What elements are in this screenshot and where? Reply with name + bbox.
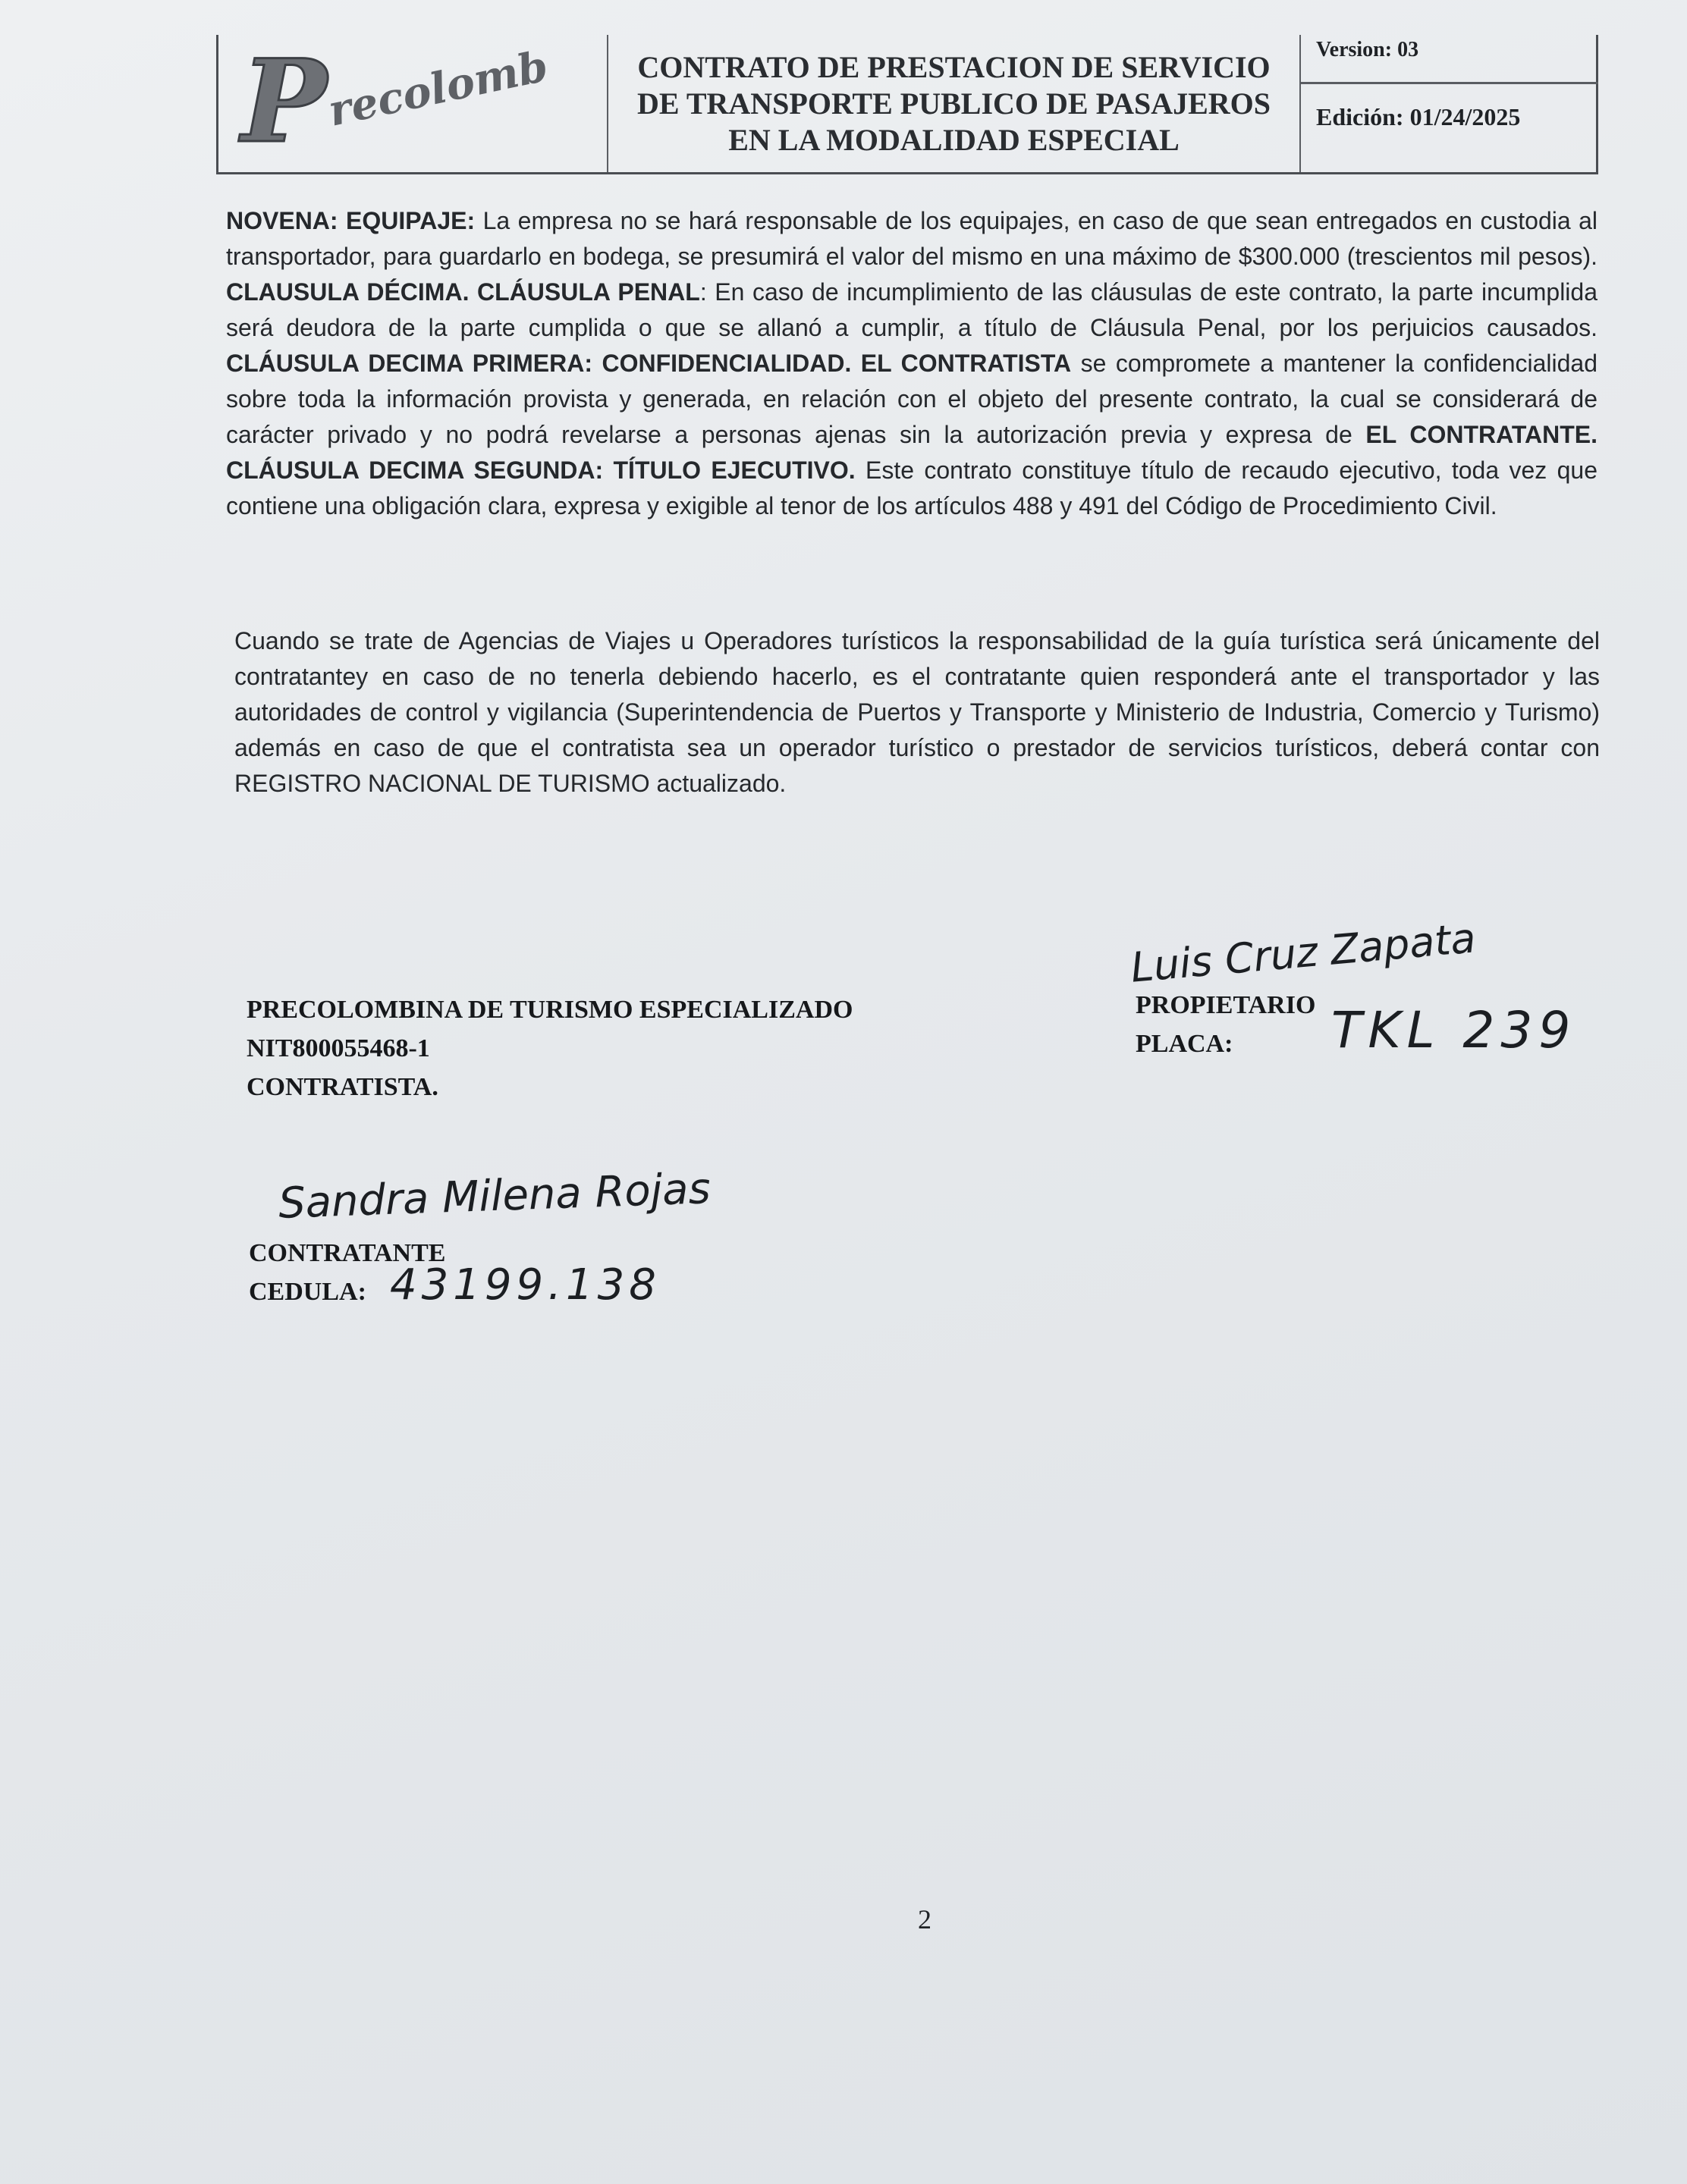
contratista-label: CONTRATISTA.: [247, 1073, 438, 1101]
tourism-paragraph: Cuando se trate de Agencias de Viajes u Operadores turísticos la responsabilidad de la guía turística será únicamente del contratantey en caso de no tenerla debiendo hacerlo, es el contratante quien responderá ante el transportador y las autoridades de control y vigilancia (Superintendencia de Puertos y Transporte y Ministerio de Industria, Comercio y Turismo) además en caso de que el contratista sea un operador turístico o prestador de servicios turísticos, deberá contar con REGISTRO NACIONAL DE TURISMO actualizado.: [234, 627, 1600, 797]
clause-text: La empresa no se hará responsable de los equipajes, en caso de que sean entregados en custodia al transportador, para guardarlo en bodega, se presumirá el valor del mismo en una máximo de $300.000 (trescientos mil pesos).: [226, 207, 1598, 270]
title-line: CONTRATO DE PRESTACION DE SERVICIO: [637, 49, 1271, 84]
propietario-label: PROPIETARIO: [1136, 991, 1316, 1019]
placa-value: TKL 239: [1331, 1001, 1577, 1059]
clause-heading: CLÁUSULA DECIMA PRIMERA: CONFIDENCIALIDAD. EL CONTRATISTA: [226, 350, 1072, 377]
contract-title: [608, 35, 1301, 172]
clauses-paragraph: [226, 203, 1597, 524]
contratista-block: [247, 990, 853, 1106]
clause-text: Este contrato constituye título de recaudo ejecutivo, toda vez que contiene una obligación clara, expresa y exigible al tenor de los artículos 488 y 491 del Código de Procedimiento Civil.: [226, 457, 1597, 519]
clause-text: se compromete a mantener la confidencialidad sobre toda la información provista y generada, en relación con el objeto del presente contrato, la cual se considerará de carácter privado y no podrá revelarse a personas ajenas sin la autorización previa y expresa de: [226, 350, 1598, 448]
contratante-label: CONTRATANTE: [249, 1239, 446, 1267]
precolombina-logo-icon: [218, 35, 605, 171]
document-meta: [1301, 35, 1598, 172]
svg-text:recolomb: recolomb: [324, 41, 553, 136]
company-logo: [218, 35, 608, 172]
document-header: [216, 35, 1598, 174]
company-nit: NIT800055468-1: [247, 1034, 430, 1062]
version-label: Version: 03: [1301, 35, 1598, 84]
placa-label: PLACA:: [1136, 1030, 1233, 1058]
cedula-label: CEDULA:: [249, 1278, 366, 1306]
clause-text: : En caso de incumplimiento de las cláusulas de este contrato, la parte incumplida será deudora de la parte cumplida o que se allanó a cumplir, a título de Cláusula Penal, por los perjuicios causados.: [226, 278, 1598, 341]
clause-heading: NOVENA: EQUIPAJE:: [226, 207, 483, 234]
clause-heading: CLAUSULA DÉCIMA. CLÁUSULA PENAL: [226, 278, 700, 306]
title-line: DE TRANSPORTE PUBLICO DE PASAJEROS: [636, 86, 1271, 121]
company-name: PRECOLOMBINA DE TURISMO ESPECIALIZADO: [247, 996, 853, 1024]
edition-date: Edición: 01/24/2025: [1316, 103, 1521, 130]
contratante-signature: Sandra Milena Rojas: [278, 1164, 712, 1228]
propietario-signature: Luis Cruz Zapata: [1129, 914, 1478, 992]
cedula-value: 43199.138: [390, 1260, 661, 1310]
clause-heading: EL CONTRATANTE. CLÁUSULA DECIMA SEGUNDA: TÍTULO EJECUTIVO.: [226, 421, 1598, 484]
svg-text:P: P: [241, 35, 327, 168]
page-number: 2: [918, 1904, 931, 1935]
title-line: EN LA MODALIDAD ESPECIAL: [728, 122, 1180, 157]
